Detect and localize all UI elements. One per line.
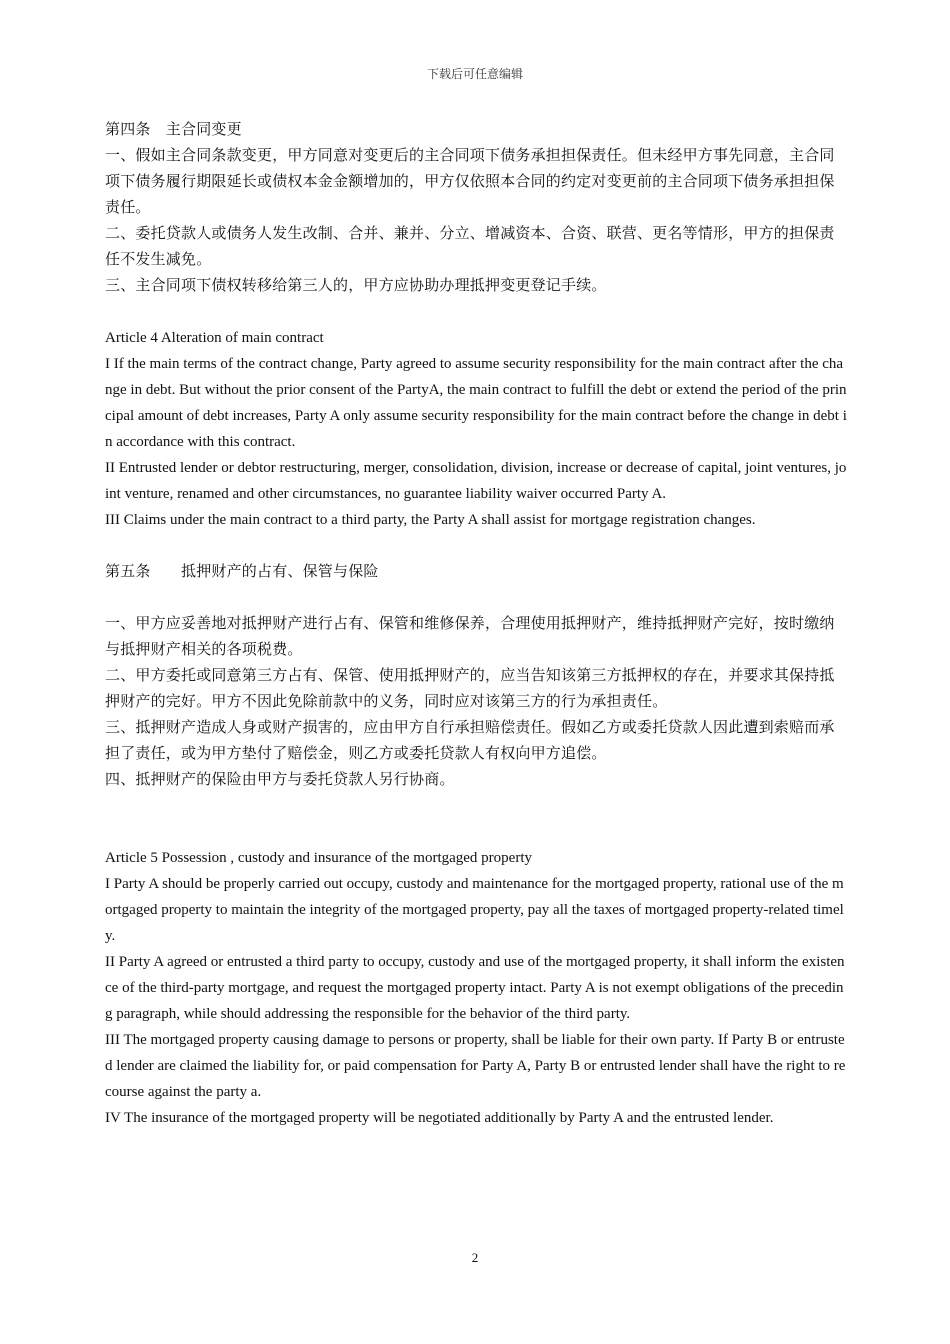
article-4-cn-clause-3: 三、主合同项下债权转移给第三人的，甲方应协助办理抵押变更登记手续。 xyxy=(105,278,607,294)
article-4-cn-clause-1: 一、假如主合同条款变更，甲方同意对变更后的主合同项下债务承担担保责任。但未经甲方事先同意，主合同项下债务履行期限延长或债权本金金额增加的，甲方仅依照本合同的约定对变更前的主合同项下债务承担担保责任。 xyxy=(105,148,835,216)
article-4-en-clause-3: III Claims under the main contract to a third party, the Party A shall assist for mortgage registration changes. xyxy=(105,512,756,528)
article-4-english xyxy=(105,325,849,533)
page-header-note: 下载后可任意编辑 xyxy=(426,67,523,81)
article-5-chinese xyxy=(105,559,849,793)
article-5-english xyxy=(105,845,849,1131)
article-5-en-clause-4: IV The insurance of the mortgaged property will be negotiated additionally by Party A and the entrusted lender. xyxy=(105,1110,774,1126)
article-5-cn-clause-1: 一、甲方应妥善地对抵押财产进行占有、保管和维修保养，合理使用抵押财产，维持抵押财产完好，按时缴纳与抵押财产相关的各项税费。 xyxy=(105,616,835,658)
article-5-cn-clause-2: 二、甲方委托或同意第三方占有、保管、使用抵押财产的，应当告知该第三方抵押权的存在，并要求其保持抵押财产的完好。甲方不因此免除前款中的义务，同时应对该第三方的行为承担责任。 xyxy=(105,668,835,710)
article-5-en-clause-1: I Party A should be properly carried out occupy, custody and maintenance for the mortgaged property, rational use of the mortgaged property to maintain the integrity of the mortgaged property, pay all the taxes of mortgaged property-related timely. xyxy=(105,876,844,944)
article-4-en-clause-2: II Entrusted lender or debtor restructuring, merger, consolidation, division, increase or decrease of capital, joint ventures, joint venture, renamed and other circumstances, no guarantee liability waiver occurred Party A. xyxy=(105,460,847,502)
article-4-cn-title: 第四条 主合同变更 xyxy=(105,122,242,138)
article-5-en-clause-2: II Party A agreed or entrusted a third party to occupy, custody and use of the mortgaged property, it shall inform the existence of the third-party mortgage, and request the mortgaged property intact. Party A is not exempt obligations of the preceding paragraph, while should addressing the responsible for the behavior of the third party. xyxy=(105,954,845,1022)
article-4-en-title: Article 4 Alteration of main contract xyxy=(105,330,324,346)
article-4-cn-clause-2: 二、委托贷款人或债务人发生改制、合并、兼并、分立、增减资本、合资、联营、更名等情形，甲方的担保责任不发生减免。 xyxy=(105,226,835,268)
document-body xyxy=(105,117,849,1131)
article-4-en-clause-1: I If the main terms of the contract change, Party agreed to assume security responsibility for the main contract after the change in debt. But without the prior consent of the PartyA, the main contract to fulfill the debt or extend the period of the principal amount of debt increases, Party A only assume security responsibility for the main contract before the change in debt in accordance with this contract. xyxy=(105,356,847,450)
article-4-chinese xyxy=(105,117,849,299)
article-5-cn-clause-3: 三、抵押财产造成人身或财产损害的，应由甲方自行承担赔偿责任。假如乙方或委托贷款人因此遭到索赔而承担了责任，或为甲方垫付了赔偿金，则乙方或委托贷款人有权向甲方追偿。 xyxy=(105,720,835,762)
article-5-en-title: Article 5 Possession , custody and insurance of the mortgaged property xyxy=(105,850,532,866)
page-number: 2 xyxy=(471,1250,479,1265)
article-5-cn-clause-4: 四、抵押财产的保险由甲方与委托贷款人另行协商。 xyxy=(105,772,455,788)
article-5-en-clause-3: III The mortgaged property causing damage to persons or property, shall be liable for their own party. If Party B or entrusted lender are claimed the liability for, or paid compensation for Party A, Party B or entrusted lender shall have the right to recourse against the party a. xyxy=(105,1032,846,1100)
article-5-cn-title: 第五条 抵押财产的占有、保管与保险 xyxy=(105,564,379,580)
